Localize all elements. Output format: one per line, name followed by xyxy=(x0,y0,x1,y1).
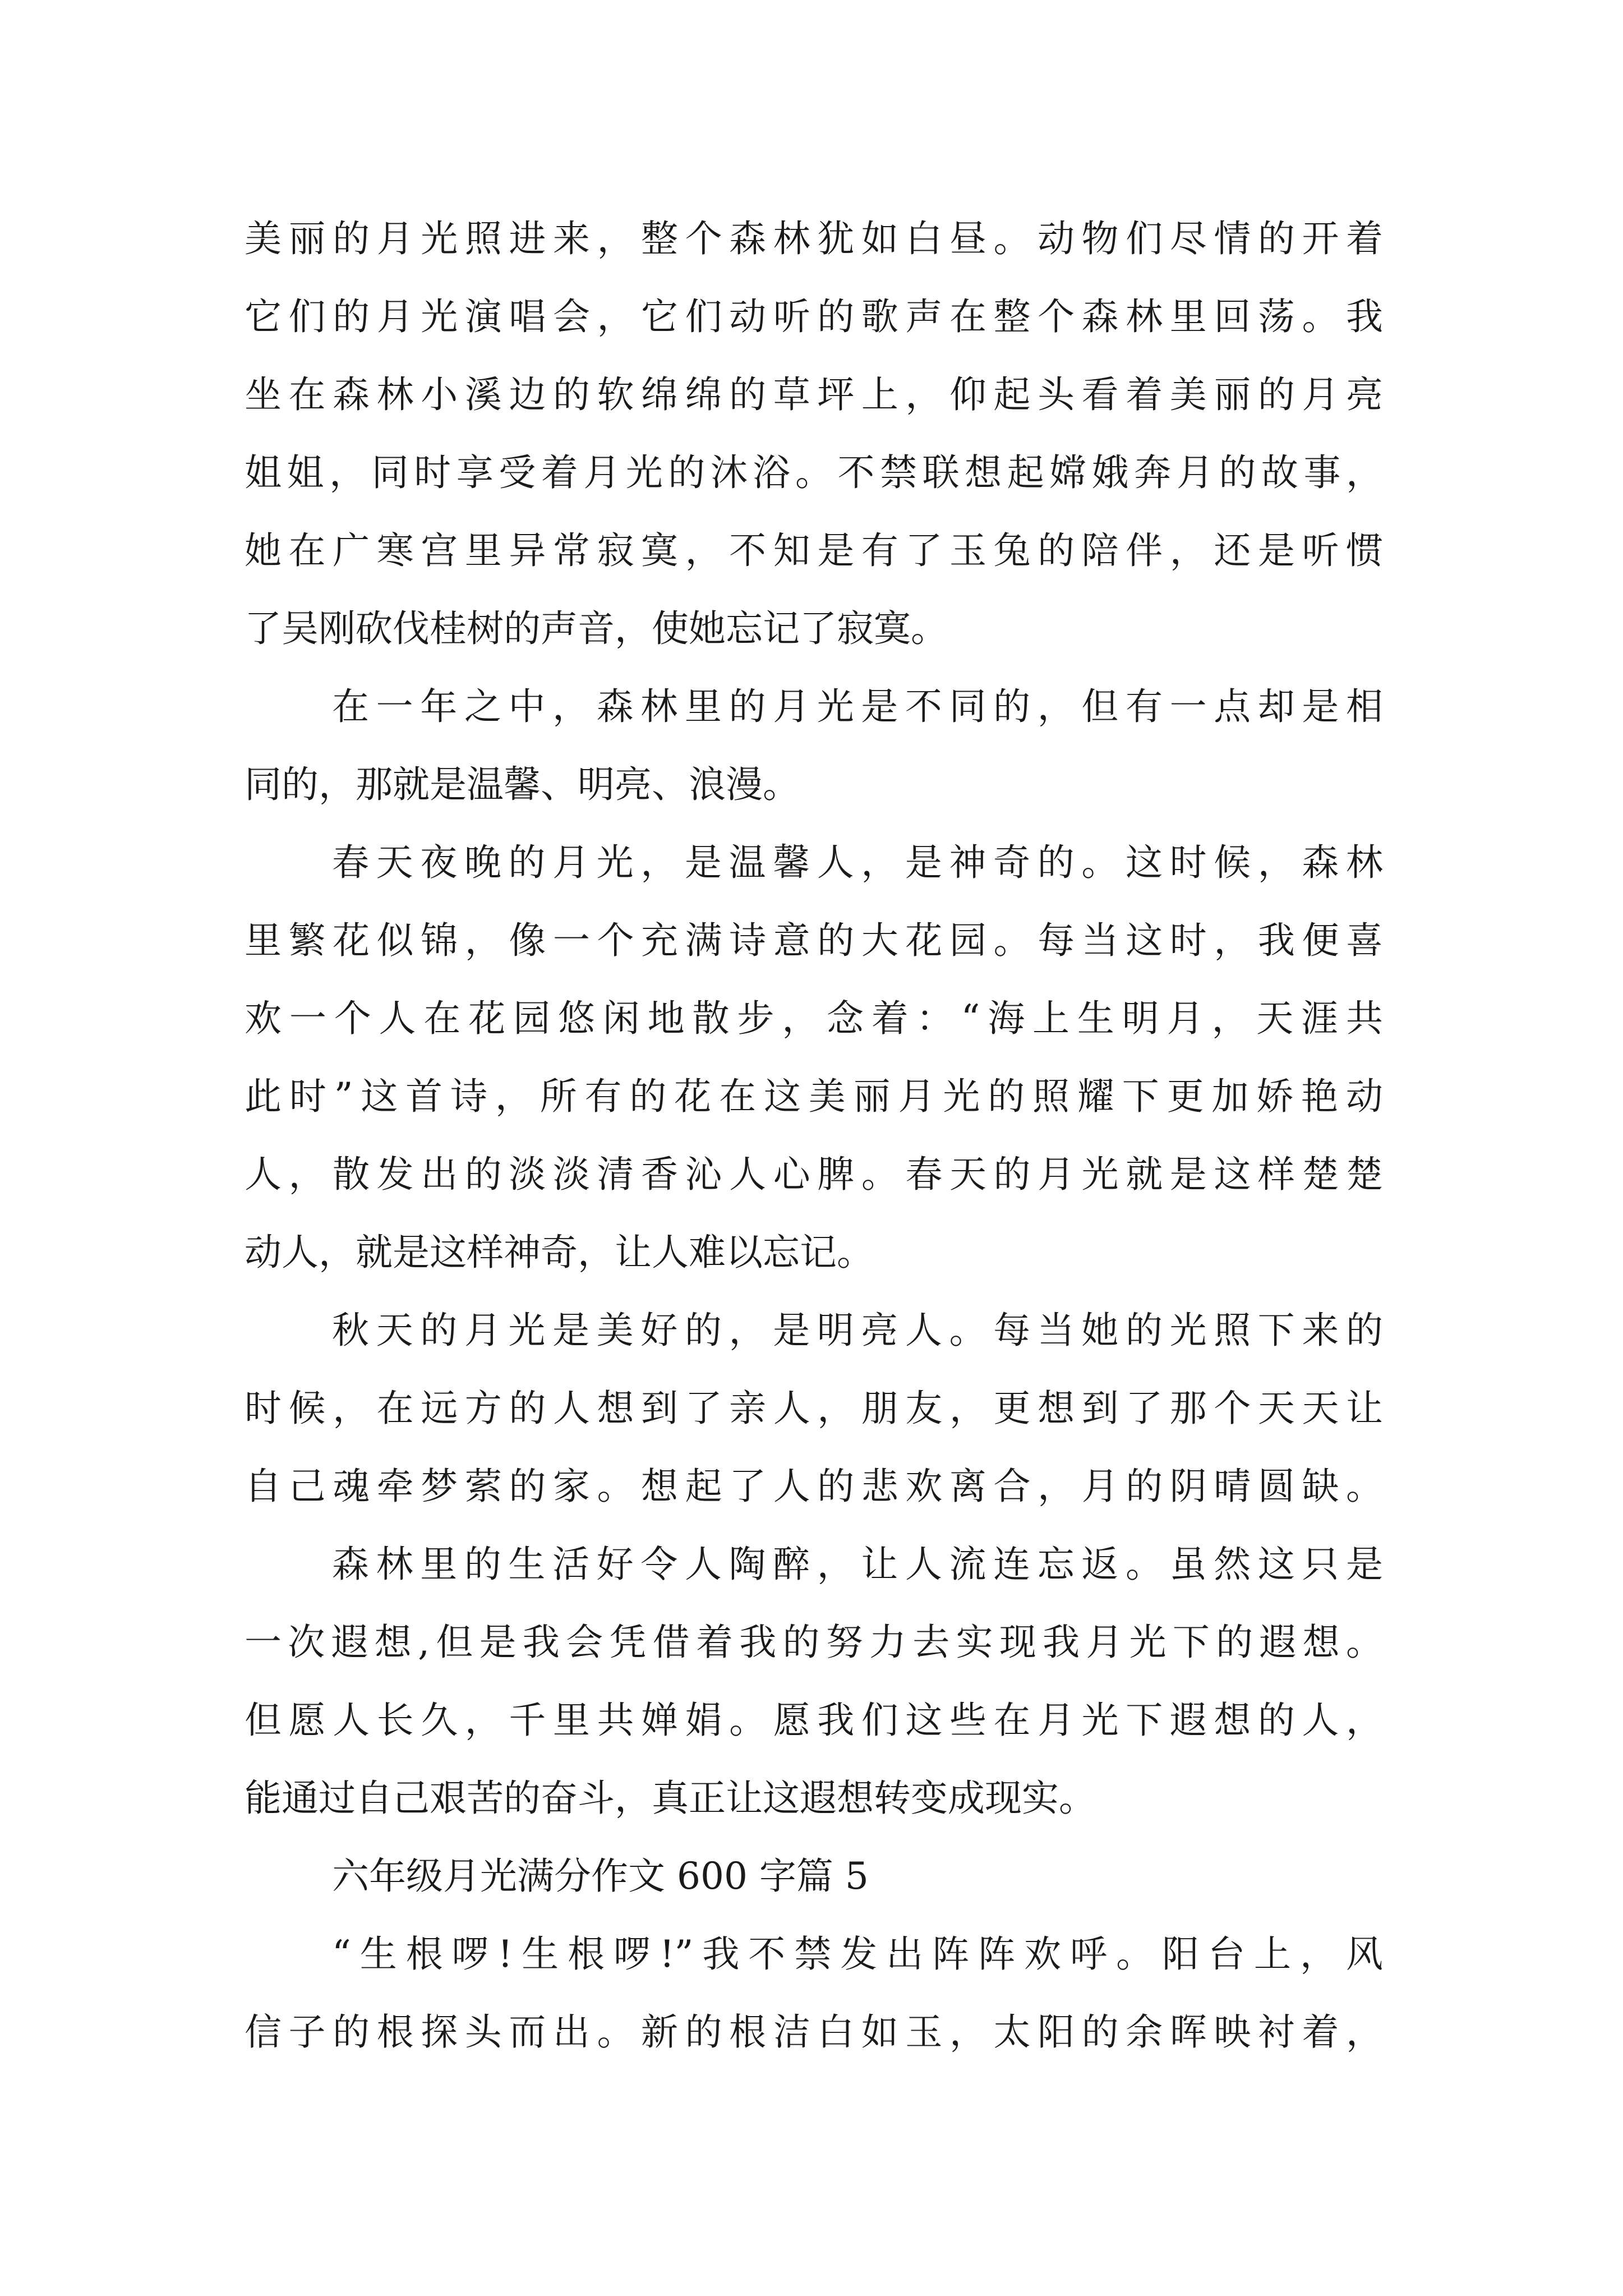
paragraph-first-line: 秋天的月光是美好的，是明亮人。每当她的光照下来的 xyxy=(332,1309,1383,1352)
text-line: 信子的根探头而出。新的根洁白如玉，太阳的余晖映衬着， xyxy=(245,2010,1383,2054)
text-line: 里繁花似锦，像一个充满诗意的大花园。每当这时，我便喜 xyxy=(245,919,1383,962)
paragraph-first-line: “生根啰!生根啰!”我不禁发出阵阵欢呼。阳台上，风 xyxy=(332,1932,1383,1976)
text-line: 它们的月光演唱会，它们动听的歌声在整个森林里回荡。我 xyxy=(245,295,1383,338)
text-line: 欢一个人在花园悠闲地散步，念着：“海上生明月，天涯共 xyxy=(245,997,1383,1040)
paragraph-first-line: 春天夜晚的月光，是温馨人，是神奇的。这时候，森林 xyxy=(332,841,1383,884)
text-line: 一次遐想,但是我会凭借着我的努力去实现我月光下的遐想。 xyxy=(245,1621,1383,1664)
section-heading: 六年级月光满分作文 600 字篇 5 xyxy=(332,1855,869,1898)
text-line: 此时”这首诗，所有的花在这美丽月光的照耀下更加娇艳动 xyxy=(245,1075,1383,1118)
text-line: 自己魂牵梦萦的家。想起了人的悲欢离合，月的阴晴圆缺。 xyxy=(245,1465,1383,1508)
paragraph-first-line: 在一年之中，森林里的月光是不同的，但有一点却是相 xyxy=(332,685,1383,728)
text-line: 但愿人长久，千里共婵娟。愿我们这些在月光下遐想的人， xyxy=(245,1699,1383,1742)
text-line: 同的，那就是温馨、明亮、浪漫。 xyxy=(245,763,800,806)
text-line: 人，散发出的淡淡清香沁人心脾。春天的月光就是这样楚楚 xyxy=(245,1153,1383,1196)
text-line: 能通过自己艰苦的奋斗，真正让这遐想转变成现实。 xyxy=(245,1777,1096,1820)
text-line: 美丽的月光照进来，整个森林犹如白昼。动物们尽情的开着 xyxy=(245,217,1383,260)
text-line: 时候，在远方的人想到了亲人，朋友，更想到了那个天天让 xyxy=(245,1387,1383,1430)
text-line: 了吴刚砍伐桂树的声音，使她忘记了寂寞。 xyxy=(245,607,948,650)
text-line: 动人，就是这样神奇，让人难以忘记。 xyxy=(245,1231,874,1274)
text-line: 姐姐，同时享受着月光的沐浴。不禁联想起嫦娥奔月的故事， xyxy=(245,451,1383,494)
text-line: 她在广寒宫里异常寂寞，不知是有了玉兔的陪伴，还是听惯 xyxy=(245,529,1383,572)
text-line: 坐在森林小溪边的软绵绵的草坪上，仰起头看着美丽的月亮 xyxy=(245,373,1383,416)
paragraph-first-line: 森林里的生活好令人陶醉，让人流连忘返。虽然这只是 xyxy=(332,1543,1383,1586)
